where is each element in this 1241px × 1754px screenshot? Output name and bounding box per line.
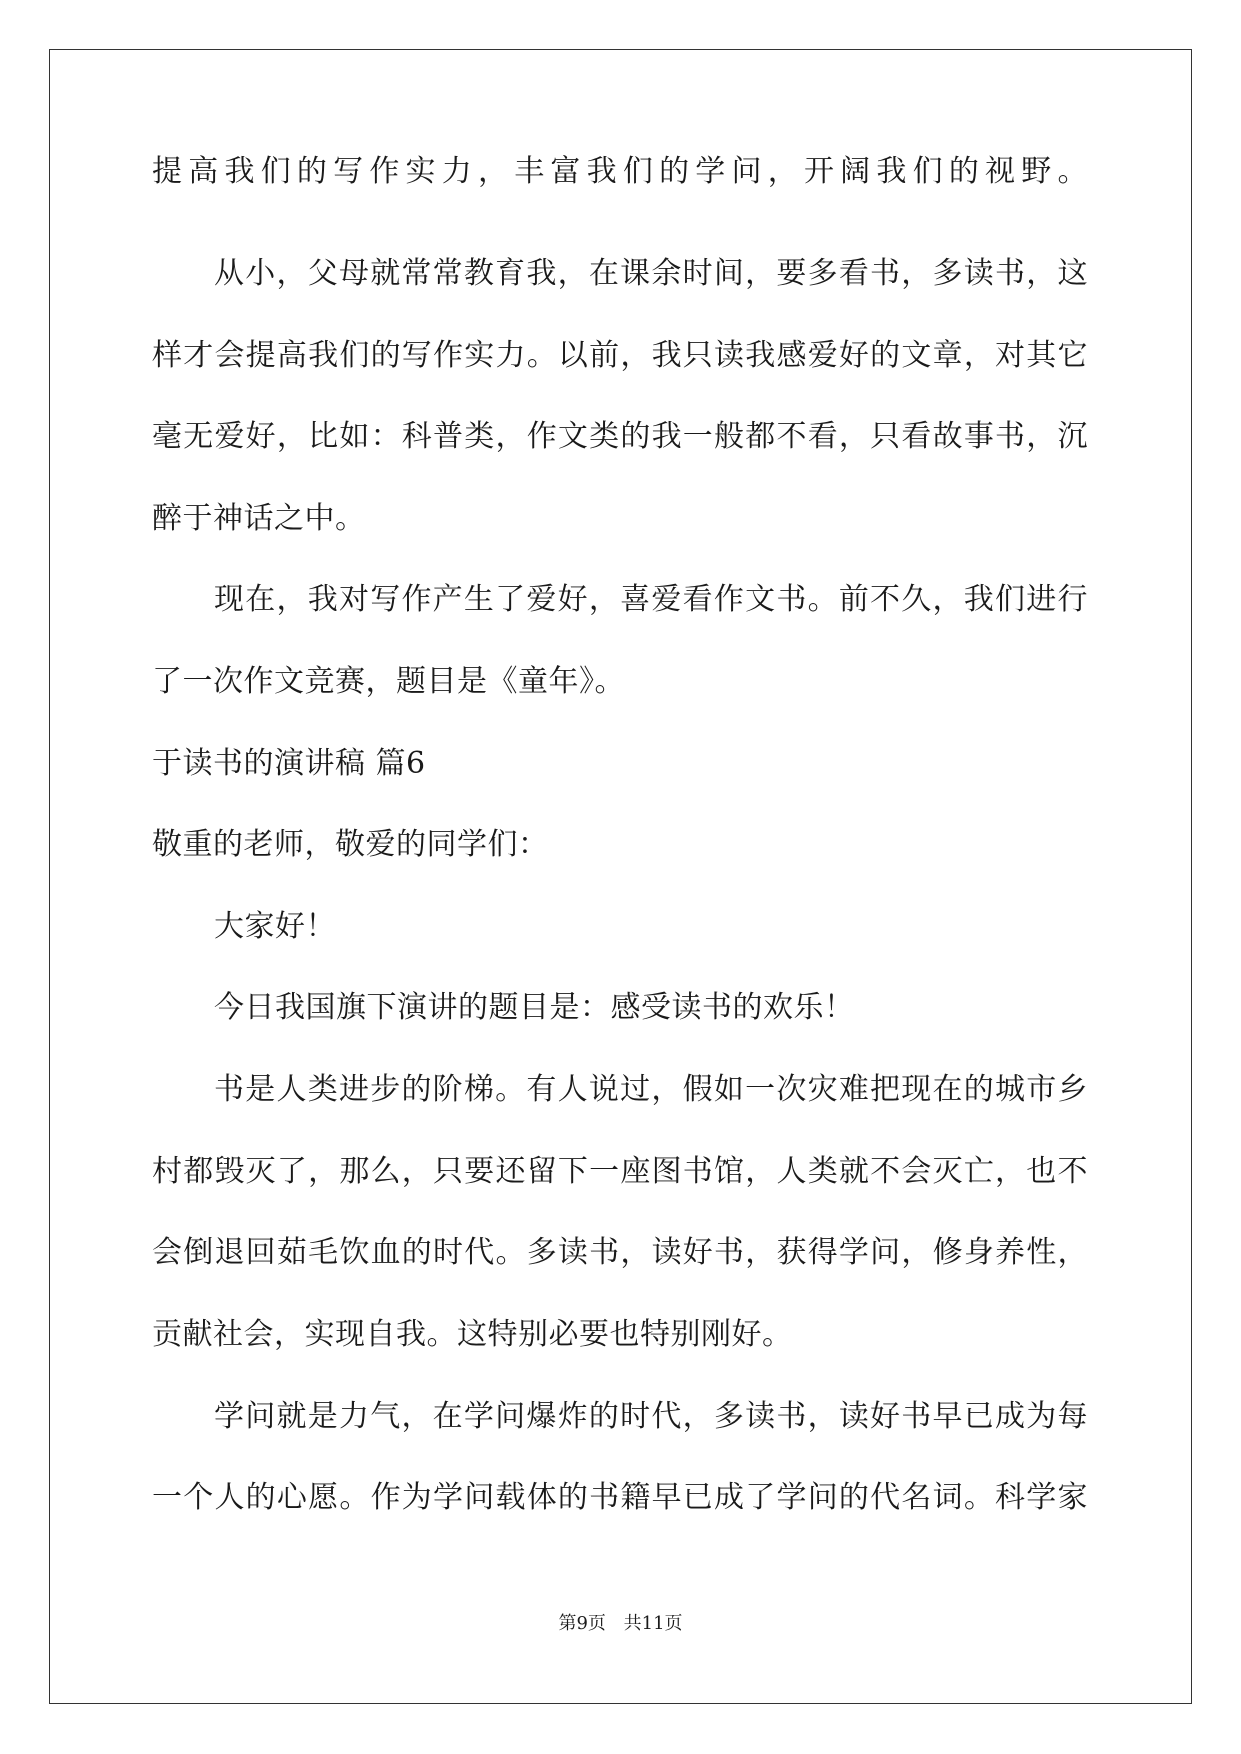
page-number-total: 共11页 bbox=[623, 1613, 683, 1634]
paragraph-line: 从小，父母就常常教育我，在课余时间，要多看书，多读书，这 bbox=[214, 256, 1088, 291]
paragraph-line: 现在，我对写作产生了爱好，喜爱看作文书。前不久，我们进行 bbox=[214, 582, 1088, 617]
section-heading: 于读书的演讲稿 篇6 bbox=[152, 746, 426, 781]
paragraph-line: 一个人的心愿。作为学问载体的书籍早已成了学问的代名词。科学家 bbox=[152, 1480, 1088, 1515]
paragraph-line: 样才会提高我们的写作实力。以前，我只读我感爱好的文章，对其它 bbox=[152, 338, 1088, 373]
paragraph-line: 书是人类进步的阶梯。有人说过，假如一次灾难把现在的城市乡 bbox=[214, 1072, 1088, 1107]
greeting: 大家好！ bbox=[214, 909, 336, 944]
paragraph-line: 提高我们的写作实力，丰富我们的学问，开阔我们的视野。 bbox=[152, 154, 1088, 189]
page-number-current: 第9页 bbox=[558, 1613, 606, 1634]
paragraph-line: 贡献社会，实现自我。这特别必要也特别刚好。 bbox=[152, 1317, 793, 1352]
paragraph-line: 学问就是力气，在学问爆炸的时代，多读书，读好书早已成为每 bbox=[214, 1399, 1088, 1434]
paragraph-line: 会倒退回茹毛饮血的时代。多读书，读好书，获得学问，修身养性， bbox=[152, 1235, 1088, 1270]
salutation: 敬重的老师，敬爱的同学们： bbox=[152, 827, 549, 862]
page-border bbox=[49, 49, 1192, 1704]
paragraph-line: 了一次作文竞赛，题目是《童年》。 bbox=[152, 664, 625, 699]
paragraph-line: 醉于神话之中。 bbox=[152, 501, 366, 536]
paragraph-line: 今日我国旗下演讲的题目是：感受读书的欢乐！ bbox=[214, 990, 855, 1025]
page-footer bbox=[0, 1612, 1241, 1636]
paragraph-line: 毫无爱好，比如：科普类，作文类的我一般都不看，只看故事书，沉 bbox=[152, 419, 1088, 454]
paragraph-line: 村都毁灭了，那么，只要还留下一座图书馆，人类就不会灭亡，也不 bbox=[152, 1154, 1088, 1189]
